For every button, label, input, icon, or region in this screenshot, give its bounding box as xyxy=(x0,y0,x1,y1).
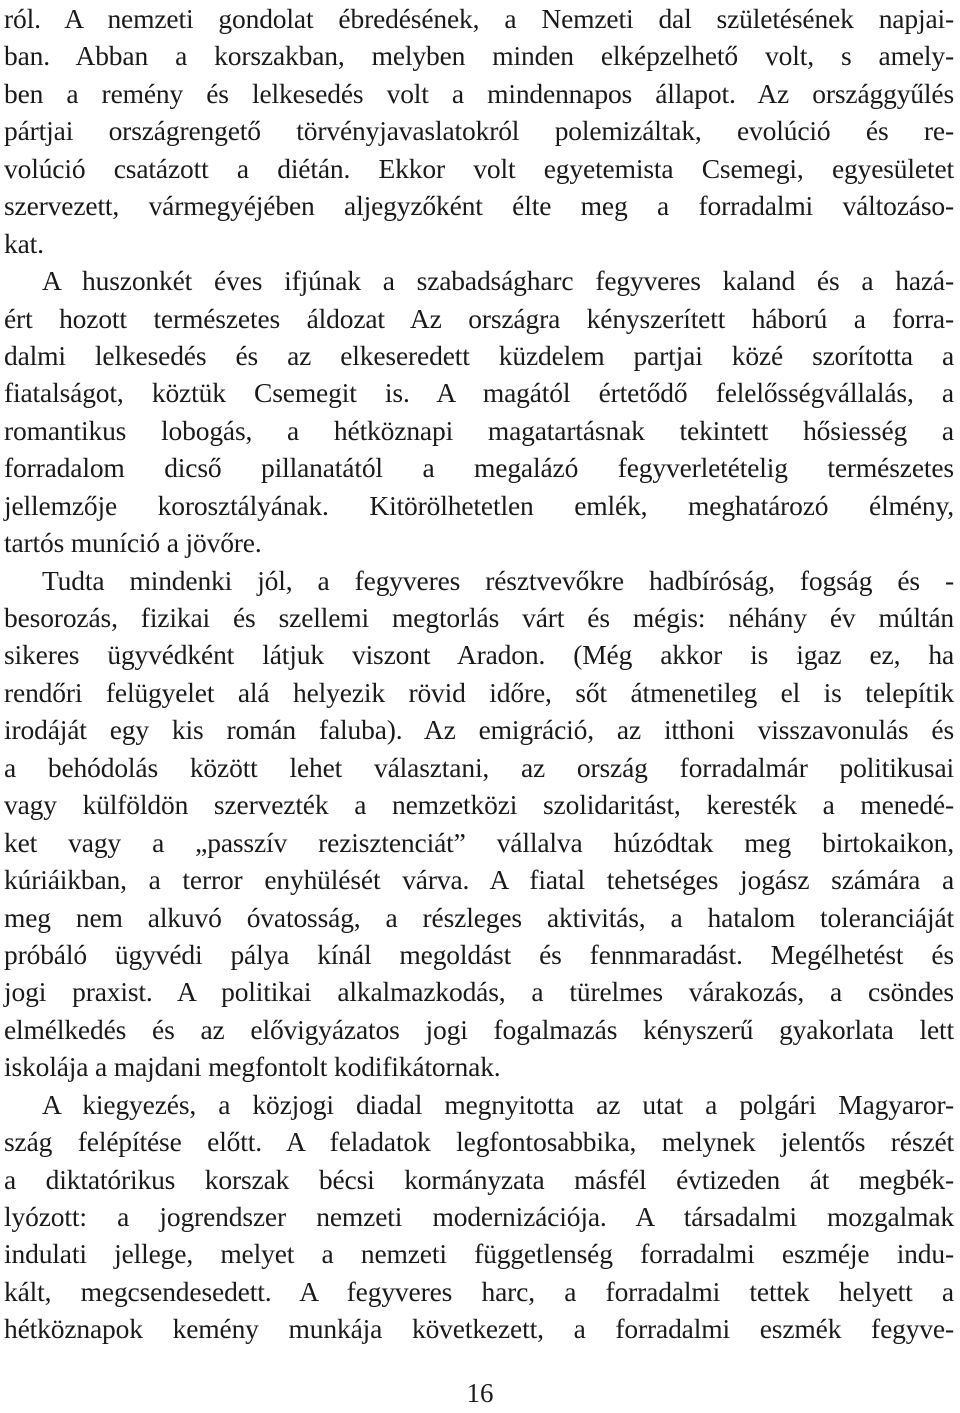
text-line: ról. A nemzeti gondolat ébredésének, a Nemzeti dal születésének napjai- xyxy=(4,3,954,34)
text-line: lyózott: a jogrendszer nemzeti modernizációja. A társadalmi mozgalmak xyxy=(4,1201,954,1232)
text-line: A kiegyezés, a közjogi diadal megnyitotta az utat a polgári Magyaror- xyxy=(42,1088,954,1120)
text-line: rendőri felügyelet alá helyezik rövid időre, sőt átmenetileg el is telepítik xyxy=(4,676,954,708)
text-line: sikeres ügyvédként látjuk viszont Aradon. (Még akkor is igaz ez, ha xyxy=(4,639,954,671)
text-line: jogi praxist. A politikai alkalmazkodás, a türelmes várakozás, a csöndes xyxy=(4,976,954,1008)
text-line: próbáló ügyvédi pálya kínál megoldást és fennmaradást. Megélhetést és xyxy=(4,938,954,970)
text-line: a diktatórikus korszak bécsi kormányzata másfél évtizeden át megbék- xyxy=(4,1163,954,1195)
text-line: ben a remény és lelkesedés volt a mindennapos állapot. Az országgyűlés xyxy=(4,77,954,109)
text-line: fiatalságot, köztük Csemegit is. A magától értetődő felelősségvállalás, a xyxy=(4,377,954,409)
text-line: volúció csatázott a diétán. Ekkor volt egyetemista Csemegi, egyesületet xyxy=(4,152,954,184)
text-line: ket vagy a „passzív rezisztenciát” vállalva húzódtak meg birtokaikon, xyxy=(4,826,954,858)
text-line: ban. Abban a korszakban, melyben minden elképzelhető volt, s amely- xyxy=(4,40,954,72)
text-line: meg nem alkuvó óvatosság, a részleges aktivitás, a hatalom toleranciáját xyxy=(4,901,954,933)
text-line: forradalom dicső pillanatától a megalázó fegyverletételig természetes xyxy=(4,452,954,484)
text-line: besorozás, fizikai és szellemi megtorlás várt és mégis: néhány év múltán xyxy=(4,602,954,633)
text-line: elmélkedés és az elővigyázatos jogi fogalmazás kényszerű gyakorlata lett xyxy=(4,1013,954,1045)
text-line: A huszonkét éves ifjúnak a szabadságharc fegyveres kaland és a hazá- xyxy=(42,265,954,297)
text-line: vagy külföldön szervezték a nemzetközi szolidaritást, keresték a menedé- xyxy=(4,789,954,821)
text-line: jellemzője korosztályának. Kitörölhetetlen emlék, meghatározó élmény, xyxy=(4,489,954,521)
text-line: iskolája a majdani megfontolt kodifikátornak. xyxy=(4,1051,501,1083)
text-line: indulati jellege, melyet a nemzeti függetlenség forradalmi eszméje indu- xyxy=(4,1238,954,1270)
text-line: szervezett, vármegyéjében aljegyzőként élte meg a forradalmi változáso- xyxy=(4,190,954,222)
text-line: a behódolás között lehet választani, az ország forradalmár politikusai xyxy=(4,751,954,783)
text-line: dalmi lelkesedés és az elkeseredett küzdelem partjai közé szorította a xyxy=(4,339,954,371)
text-line: irodáját egy kis román faluba). Az emigráció, az itthoni visszavonulás és xyxy=(4,714,954,746)
page-number: 16 xyxy=(466,1378,494,1408)
text-line: tartós muníció a jövőre. xyxy=(4,527,262,559)
text-line: kúriáikban, a terror enyhülését várva. A fiatal tehetséges jogász számára a xyxy=(4,864,954,896)
text-line: ért hozott természetes áldozat Az országra kényszerített háború a forra- xyxy=(4,302,954,334)
text-line: hétköznapok kemény munkája következett, a forradalmi eszmék fegyve- xyxy=(4,1313,954,1345)
text-line: Tudta mindenki jól, a fegyveres résztvevőkre hadbíróság, fogság és - xyxy=(42,564,954,596)
text-line: romantikus lobogás, a hétköznapi magatartásnak tekintett hősiesség a xyxy=(4,414,954,446)
text-line: kat. xyxy=(4,227,44,259)
page-body xyxy=(4,0,954,1348)
text-line: kált, megcsendesedett. A fegyveres harc, a forradalmi tettek helyett a xyxy=(4,1275,954,1307)
text-line: pártjai országrengető törvényjavaslatokról polemizáltak, evolúció és re- xyxy=(4,115,954,147)
text-line: szág felépítése előtt. A feladatok legfontosabbika, melynek jelentős részét xyxy=(4,1126,954,1158)
